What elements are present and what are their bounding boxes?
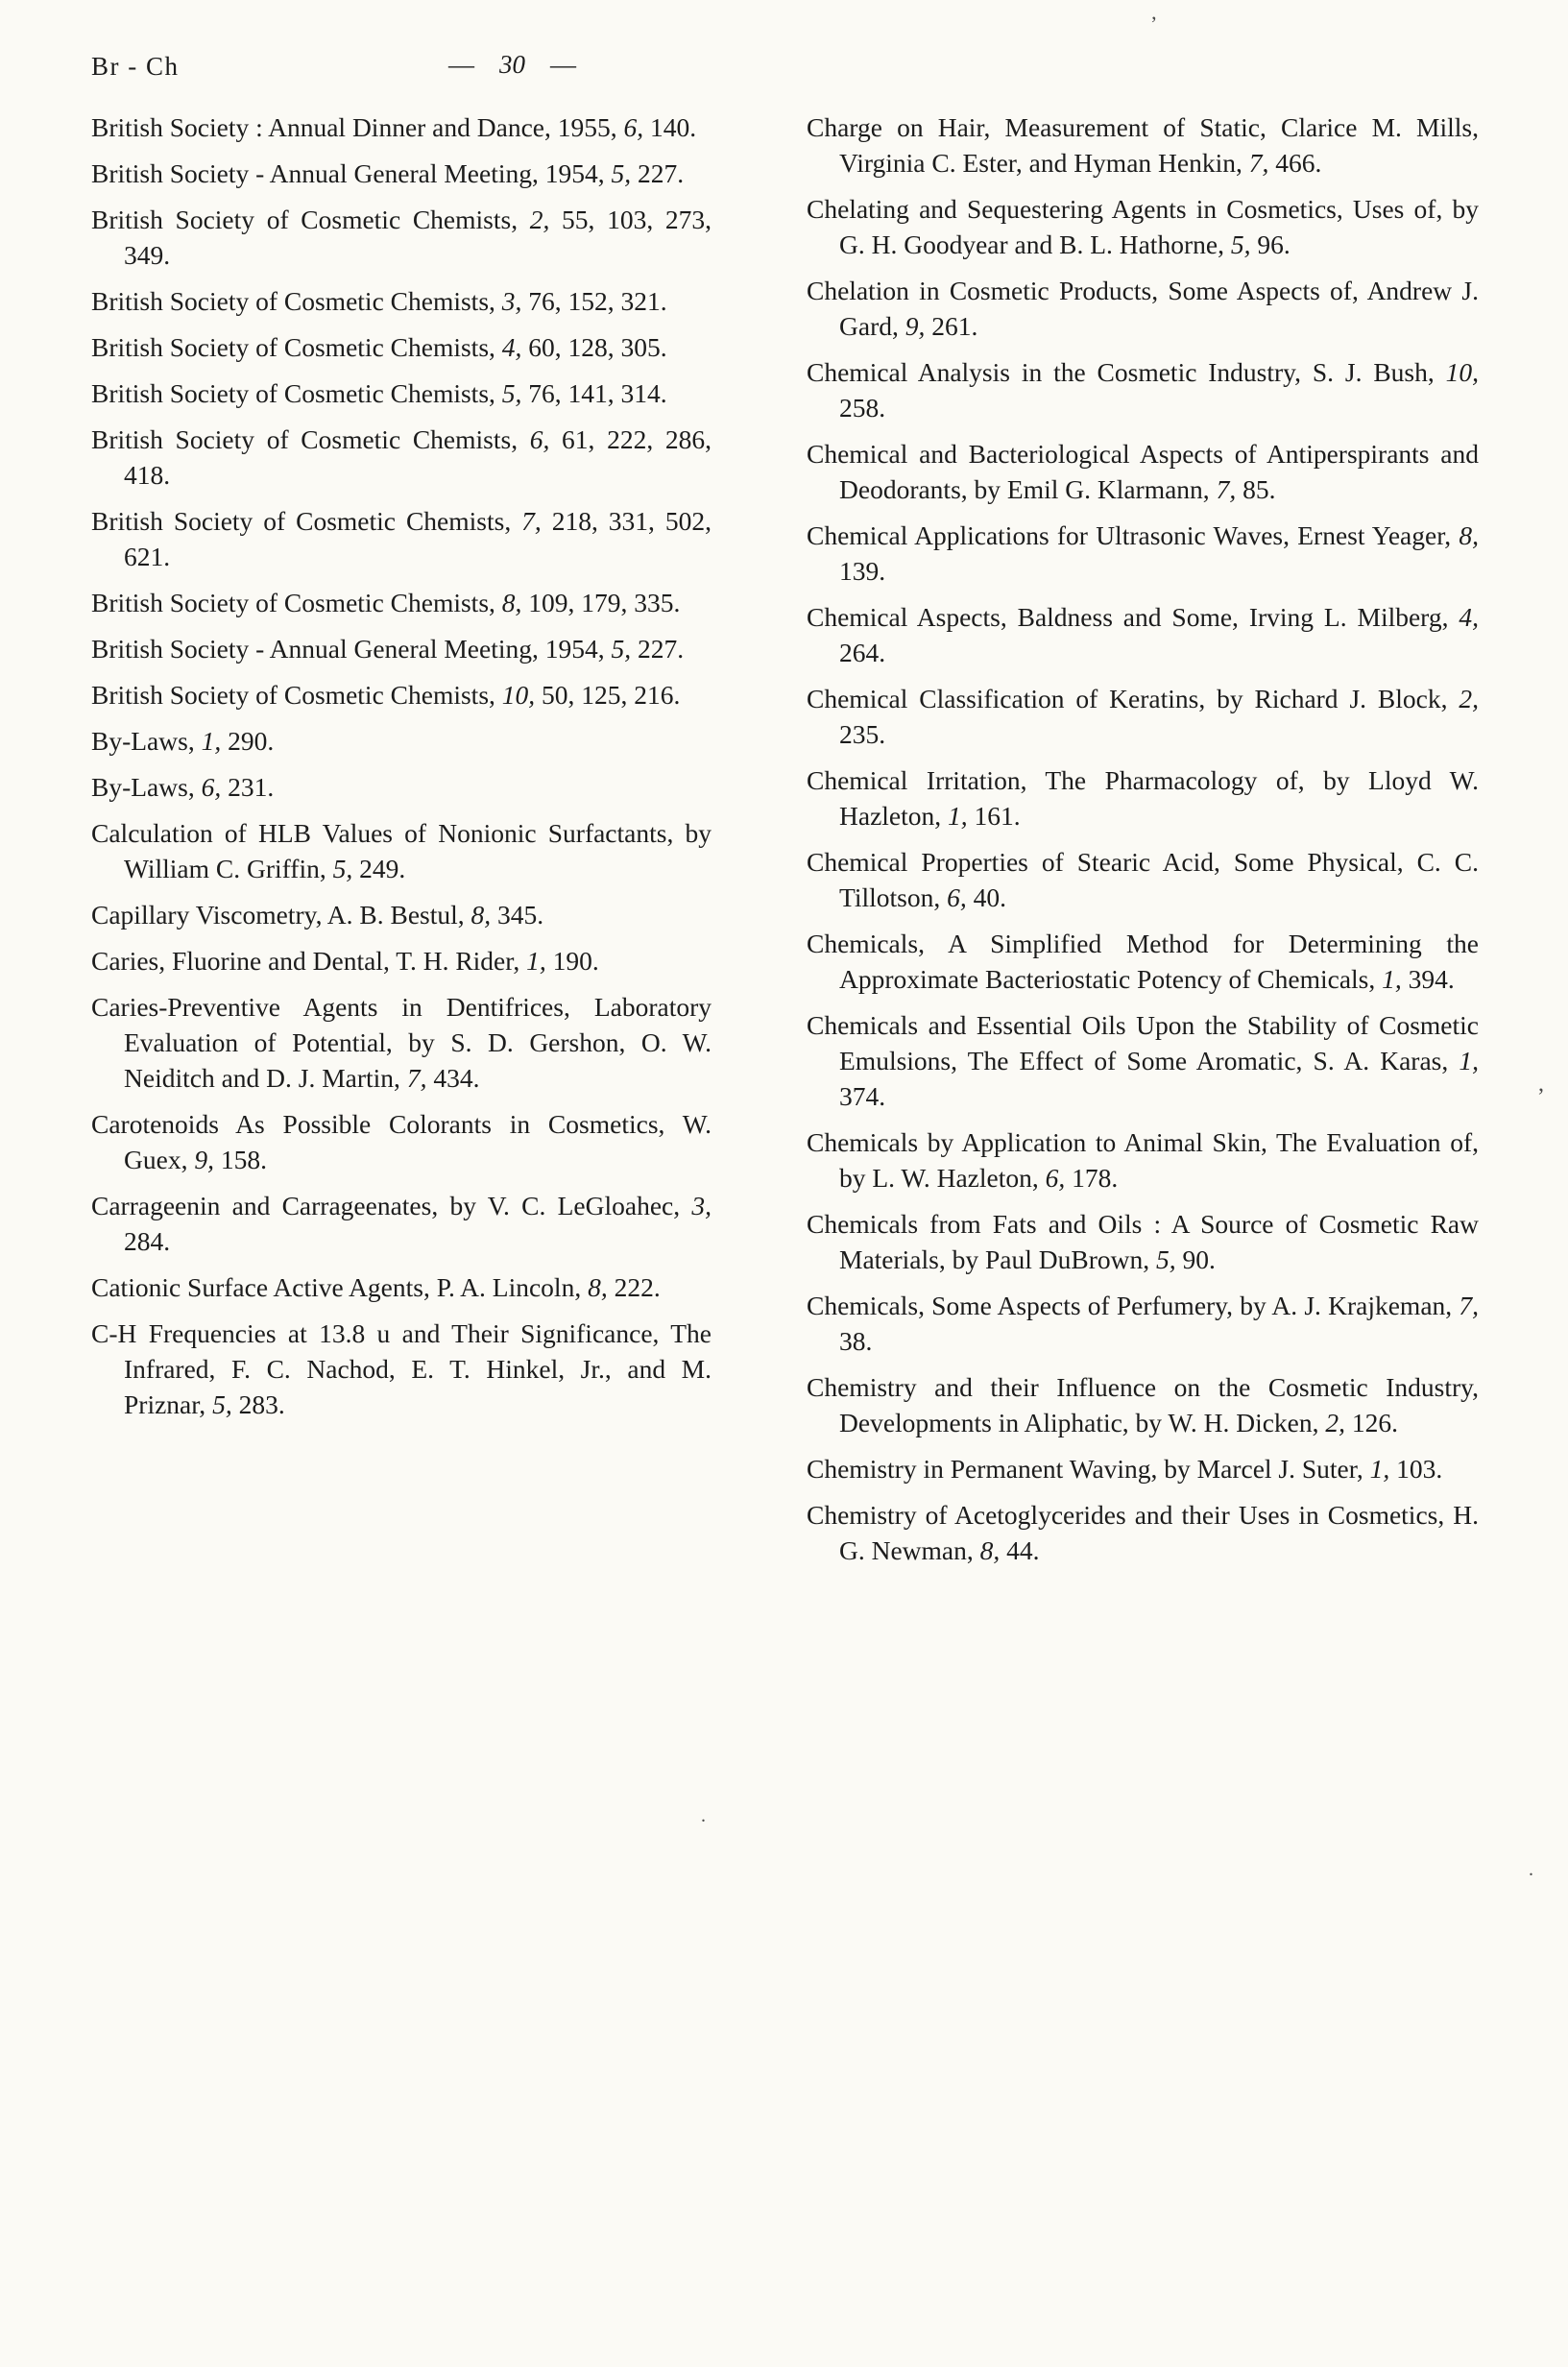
entry-pages: 264. [839,638,886,667]
entry-pages: 60, 128, 305. [521,332,667,362]
entry-text: Chemical Applications for Ultrasonic Waves, Ernest Yeager, [807,520,1459,550]
index-entry [807,1206,1479,1277]
entry-volume: 10, [501,680,536,710]
entry-text: Caries, Fluorine and Dental, T. H. Rider, [91,946,527,976]
entry-pages: 158. [213,1145,267,1174]
entry-text: British Society : Annual Dinner and Dance, 1955, [91,112,624,142]
index-entry [807,926,1479,997]
entry-text: Chemical Aspects, Baldness and Some, Irving L. Milberg, [807,602,1459,632]
index-entry [807,844,1479,915]
index-entry [91,897,712,932]
index-entry [807,191,1479,262]
index-entry [807,681,1479,752]
entry-text: Chemical Classification of Keratins, by Richard J. Block, [807,684,1459,713]
index-entry [807,1451,1479,1486]
entry-volume: 3, [501,286,522,316]
entry-text: Chelation in Cosmetic Products, Some Aspects of, Andrew J. Gard, [807,276,1479,341]
entry-volume: 1, [948,801,968,831]
entry-text: British Society of Cosmetic Chemists, [91,205,530,234]
entry-volume: 5, [611,634,632,664]
entry-volume: 5, [212,1389,232,1419]
entry-pages: 50, 125, 216. [535,680,681,710]
entry-volume: 6, [947,882,967,912]
entry-volume: 5, [1230,229,1251,259]
page-number-value: 30 [499,50,525,79]
index-entry [807,599,1479,670]
entry-pages: 227. [631,634,685,664]
index-entry [807,518,1479,589]
entry-text: British Society of Cosmetic Chemists, [91,588,502,617]
entry-text: British Society of Cosmetic Chemists, [91,286,502,316]
entry-volume: 8, [1459,520,1479,550]
index-entry [91,1188,712,1259]
entry-volume: 1, [1369,1454,1390,1484]
index-entry [807,762,1479,833]
entry-text: Chemical and Bacteriological Aspects of Antiperspirants and Deodorants, by Emil G. Klarmann, [807,439,1479,504]
entry-pages: 96. [1250,229,1291,259]
page-header [91,50,1484,90]
entry-volume: 9, [194,1145,214,1174]
entry-text: Chemistry and their Influence on the Cosmetic Industry, Developments in Aliphatic, by W. H. Dicken, [807,1372,1479,1437]
entry-volume: 5, [501,378,522,408]
entry-pages: 258. [839,393,886,423]
index-entry [91,422,712,493]
index-entry [91,375,712,411]
entry-volume: 7, [1248,148,1269,178]
entry-pages: 85. [1236,474,1276,504]
entry-pages: 139. [839,556,886,586]
entry-text: British Society of Cosmetic Chemists, [91,506,522,536]
entry-pages: 434. [426,1063,480,1093]
index-entry [91,943,712,978]
page-number-dash-left: — [448,50,474,79]
entry-text: Chelating and Sequestering Agents in Cosmetics, Uses of, by G. H. Goodyear and B. L. Hathorne, [807,194,1479,259]
entry-pages: 109, 179, 335. [521,588,681,617]
index-entry [91,769,712,805]
index-entry [91,989,712,1096]
index-entry [807,354,1479,425]
entry-pages: 466. [1268,148,1322,178]
entry-text: Chemistry of Acetoglycerides and their Uses in Cosmetics, H. G. Newman, [807,1500,1479,1565]
index-entry [91,109,712,145]
entry-text: British Society - Annual General Meeting, 1954, [91,158,612,188]
entry-volume: 6, [623,112,644,142]
entry-volume: 6, [201,772,222,802]
entry-text: Charge on Hair, Measurement of Static, Clarice M. Mills, Virginia C. Ester, and Hyman Henkin, [807,112,1479,178]
entry-volume: 1, [1459,1046,1479,1075]
entry-pages: 290. [221,726,275,756]
entry-pages: 90. [1175,1244,1216,1274]
entry-pages: 222. [607,1272,661,1302]
entry-text: Carrageenin and Carrageenates, by V. C. LeGloahec, [91,1191,692,1220]
scan-artifact: , [1538,1072,1544,1097]
index-range-label: Br - Ch [91,52,180,81]
index-entry [91,1316,712,1422]
entry-volume: 2, [1325,1408,1346,1437]
entry-text: British Society of Cosmetic Chemists, [91,378,502,408]
entry-text: Carotenoids As Possible Colorants in Cosmetics, W. Guex, [91,1109,712,1174]
entry-volume: 7, [406,1063,427,1093]
entry-pages: 374. [839,1081,886,1111]
entry-text: Chemicals and Essential Oils Upon the Stability of Cosmetic Emulsions, The Effect of Some Aromatic, S. A. Karas, [807,1010,1479,1075]
scan-artifact: . [701,1805,706,1826]
entry-pages: 261. [925,311,978,341]
entry-pages: 126. [1345,1408,1399,1437]
entry-text: By-Laws, [91,726,202,756]
entry-volume: 7, [1216,474,1237,504]
entry-pages: 394. [1401,964,1455,994]
index-entry [91,723,712,759]
entry-text: British Society - Annual General Meeting, 1954, [91,634,612,664]
index-column-left [91,109,712,1579]
entry-text: Calculation of HLB Values of Nonionic Surfactants, by William C. Griffin, [91,818,712,883]
entry-volume: 7, [1459,1291,1479,1320]
entry-text: By-Laws, [91,772,202,802]
entry-pages: 55, 103, 273, 349. [124,205,712,270]
entry-text: Chemical Analysis in the Cosmetic Industry, S. J. Bush, [807,357,1446,387]
entry-text: Chemical Properties of Stearic Acid, Some Physical, C. C. Tillotson, [807,847,1479,912]
entry-pages: 249. [352,854,406,883]
entry-text: Chemical Irritation, The Pharmacology of, by Lloyd W. Hazleton, [807,765,1479,831]
entry-volume: 6, [1045,1163,1066,1193]
entry-pages: 231. [221,772,275,802]
index-entry [807,1369,1479,1440]
entry-volume: 1, [1382,964,1402,994]
entry-pages: 76, 152, 321. [521,286,667,316]
entry-volume: 8, [501,588,522,617]
entry-text: Chemicals by Application to Animal Skin, The Evaluation of, by L. W. Hazleton, [807,1127,1479,1193]
entry-volume: 7, [521,506,542,536]
entry-volume: 8, [588,1272,608,1302]
page-number [448,50,576,80]
index-columns [91,109,1484,1579]
index-entry [807,1497,1479,1568]
entry-text: C-H Frequencies at 13.8 u and Their Significance, The Infrared, F. C. Nachod, E. T. Hinkel, Jr., and M. Priznar, [91,1318,712,1419]
index-entry [91,815,712,886]
entry-volume: 8, [470,900,492,930]
entry-text: Capillary Viscometry, A. B. Bestul, [91,900,471,930]
entry-volume: 5, [1155,1244,1176,1274]
index-entry [91,631,712,666]
index-entry [807,1288,1479,1359]
index-entry [91,677,712,713]
index-entry [91,202,712,273]
entry-text: Chemistry in Permanent Waving, by Marcel J. Suter, [807,1454,1370,1484]
entry-pages: 190. [545,946,599,976]
index-entry [807,1007,1479,1114]
entry-pages: 61, 222, 286, 418. [124,424,712,490]
index-entry [91,329,712,365]
entry-pages: 140. [643,112,697,142]
entry-pages: 76, 141, 314. [521,378,667,408]
entry-pages: 235. [839,719,886,749]
entry-pages: 38. [839,1326,873,1356]
entry-volume: 5, [611,158,632,188]
entry-pages: 345. [491,900,544,930]
entry-volume: 8, [979,1535,1001,1565]
entry-pages: 40. [966,882,1006,912]
index-entry [91,585,712,620]
entry-volume: 1, [201,726,222,756]
entry-text: Cationic Surface Active Agents, P. A. Lincoln, [91,1272,589,1302]
index-entry [807,273,1479,344]
entry-pages: 103. [1389,1454,1443,1484]
entry-text: Caries-Preventive Agents in Dentifrices, Laboratory Evaluation of Potential, by S. D. Gershon, O. W. Neiditch and D. J. Martin, [91,992,712,1093]
entry-volume: 3, [691,1191,712,1220]
index-entry [91,1269,712,1305]
entry-text: British Society of Cosmetic Chemists, [91,424,530,454]
index-entry [807,109,1479,181]
entry-pages: 178. [1065,1163,1119,1193]
entry-text: British Society of Cosmetic Chemists, [91,332,502,362]
index-entry [91,503,712,574]
entry-pages: 284. [124,1226,171,1256]
entry-pages: 161. [967,801,1021,831]
entry-volume: 4, [1459,602,1479,632]
entry-text: Chemicals, Some Aspects of Perfumery, by A. J. Krajkeman, [807,1291,1459,1320]
index-entry [91,283,712,319]
entry-volume: 2, [1459,684,1479,713]
entry-volume: 5, [332,854,353,883]
index-entry [91,156,712,191]
index-column-right [807,109,1479,1579]
entry-volume: 4, [501,332,522,362]
index-entry [91,1106,712,1177]
entry-pages: 44. [1000,1535,1040,1565]
scan-artifact: ’ [1150,12,1158,36]
entry-volume: 2, [529,205,550,234]
entry-volume: 9, [905,311,926,341]
entry-pages: 283. [231,1389,285,1419]
entry-pages: 227. [631,158,685,188]
index-entry [807,436,1479,507]
entry-volume: 10, [1445,357,1479,387]
entry-text: British Society of Cosmetic Chemists, [91,680,502,710]
entry-text: Chemicals, A Simplified Method for Determining the Approximate Bacteriostatic Potency of Chemicals, [807,929,1479,994]
index-entry [807,1124,1479,1196]
entry-volume: 1, [526,946,546,976]
scan-artifact: . [1529,1859,1533,1880]
entry-volume: 6, [529,424,550,454]
entry-pages: 218, 331, 502, 621. [124,506,712,571]
entry-text: Chemicals from Fats and Oils : A Source of Cosmetic Raw Materials, by Paul DuBrown, [807,1209,1479,1274]
page-number-dash-right: — [550,50,576,79]
